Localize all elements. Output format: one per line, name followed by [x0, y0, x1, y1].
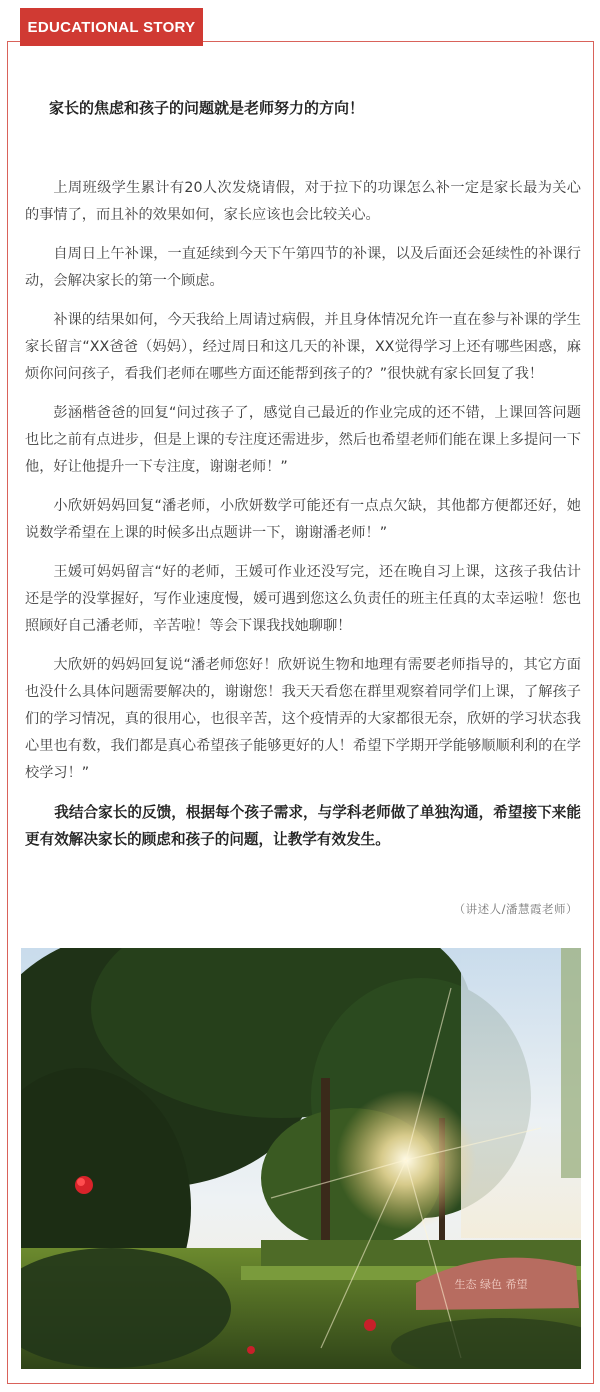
paragraph: 小欣妍妈妈回复“潘老师，小欣妍数学可能还有一点点欠缺，其他都方便都还好，她说数学希望在上课的时候多出点题讲一下，谢谢潘老师！”	[25, 498, 581, 541]
article-body	[25, 175, 581, 865]
section-tag: EDUCATIONAL STORY	[20, 8, 203, 46]
stone-inscription: 生态 绿色 希望	[454, 1278, 528, 1291]
campus-photo	[21, 948, 581, 1369]
paragraph: 上周班级学生累计有20人次发烧请假，对于拉下的功课怎么补一定是家长最为关心的事情了，而且补的效果如何，家长应该也会比较关心。	[25, 180, 581, 223]
article-heading: 家长的焦虑和孩子的问题就是老师努力的方向！	[49, 99, 365, 117]
paragraph: 彭涵楷爸爸的回复“问过孩子了，感觉自己最近的作业完成的还不错，上课回答问题也比之前有点进步，但是上课的专注度还需进步，然后也希望老师们能在课上多提问一下他，好让他提升一下专注度，谢谢老师！”	[25, 405, 581, 475]
paragraph: 自周日上午补课，一直延续到今天下午第四节的补课，以及后面还会延续性的补课行动，会解决家长的第一个顾虑。	[25, 246, 581, 289]
conclusion-paragraph: 我结合家长的反馈，根据每个孩子需求，与学科老师做了单独沟通，希望接下来能更有效解决家长的顾虑和孩子的问题，让教学有效发生。	[25, 804, 581, 848]
narrator-credit: （讲述人/潘慧霞老师）	[453, 902, 578, 916]
paragraph: 王媛可妈妈留言“好的老师，王媛可作业还没写完，还在晚自习上课，这孩子我估计还是学的没掌握好，写作业速度慢，媛可遇到您这么负责任的班主任真的太幸运啦！您也照顾好自己潘老师，辛苦啦！等会下课我找她聊聊！	[25, 564, 581, 634]
paragraph: 补课的结果如何，今天我给上周请过病假，并且身体情况允许一直在参与补课的学生家长留言“XX爸爸（妈妈），经过周日和这几天的补课，XX觉得学习上还有哪些困惑，麻烦你问问孩子，看我们老师在哪些方面还能帮到孩子的？”很快就有家长回复了我！	[25, 312, 581, 382]
paragraph: 大欣妍的妈妈回复说“潘老师您好！欣妍说生物和地理有需要老师指导的，其它方面也没什么具体问题需要解决的，谢谢您！我天天看您在群里观察着同学们上课，了解孩子们的学习情况，真的很用心，也很辛苦，这个疫情弄的大家都很无奈，欣妍的学习状态我心里也有数，我们都是真心希望孩子能够更好的人！希望下学期开学能够顺顺利利的在学校学习！”	[25, 657, 581, 781]
